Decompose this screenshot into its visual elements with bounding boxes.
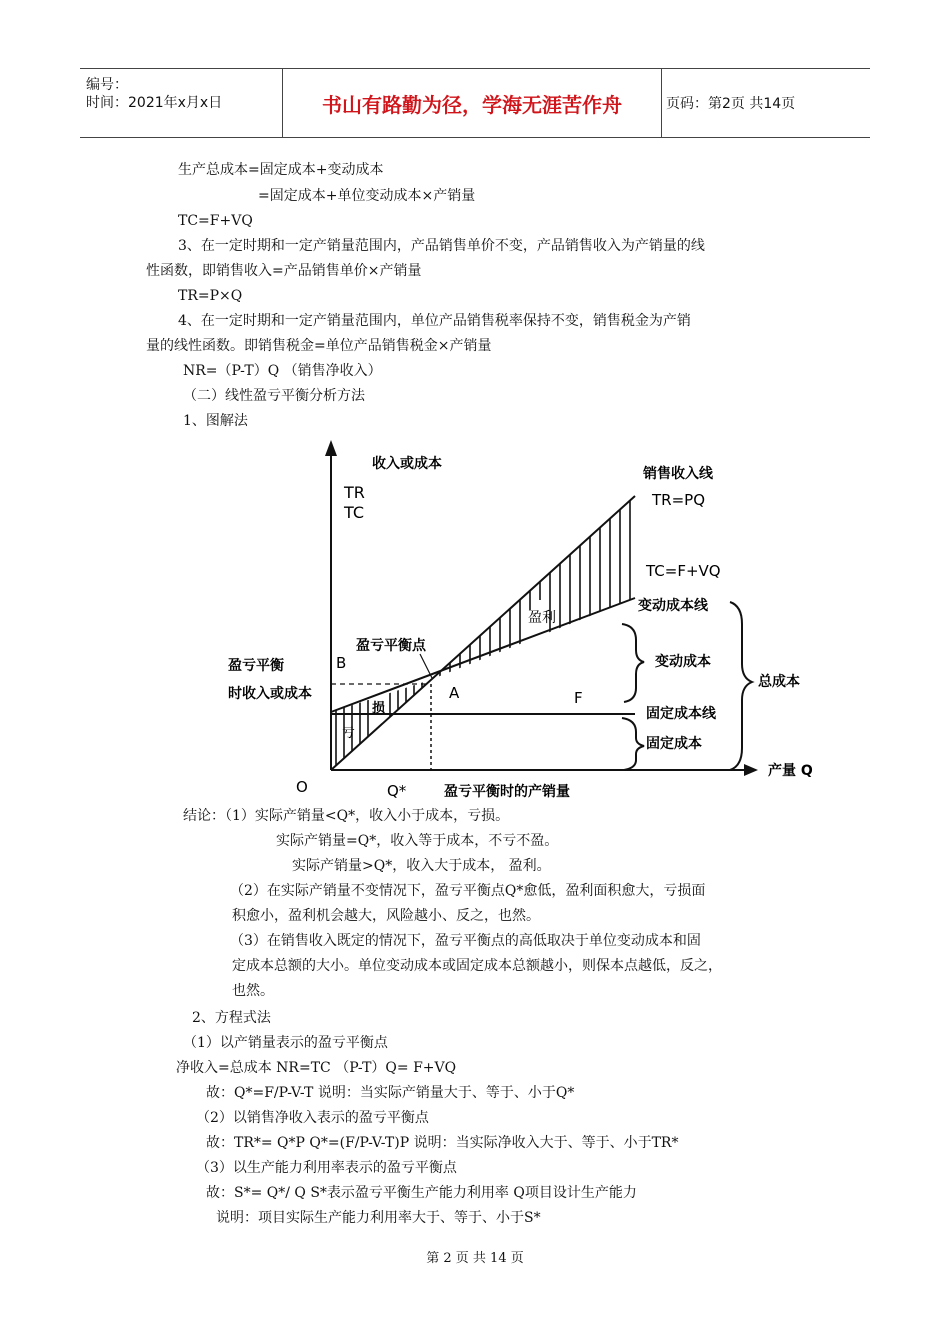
tc-formula: TC=F+VQ	[646, 562, 721, 580]
fixed-cost-label: 固定成本	[646, 736, 702, 752]
conclusion-line: （3）在销售收入既定的情况下，盈亏平衡点的高低取决于单位变动成本和固	[230, 933, 701, 949]
doc-number-label: 编号：	[86, 77, 128, 93]
tr-label: TR	[344, 483, 365, 502]
subsection-heading: 2、方程式法	[192, 1010, 271, 1026]
conclusion-line: 定成本总额的大小。单位变动成本或固定成本总额越小，则保本点越低，反之，	[232, 958, 722, 974]
header-page-info: 页码：第2页 共14页	[666, 96, 796, 112]
text-line: TC=F+VQ	[178, 213, 253, 229]
conclusion-line: （2）在实际产销量不变情况下，盈亏平衡点Q*愈低，盈利面积愈大，亏损面	[230, 883, 706, 899]
total-cost-label: 总成本	[758, 674, 800, 690]
text-line: 生产总成本=固定成本+变动成本	[178, 162, 384, 178]
variable-cost-label: 变动成本	[655, 654, 711, 670]
sales-revenue-line	[331, 496, 635, 770]
page-header	[80, 68, 870, 138]
q-star-label: Q*	[387, 782, 407, 800]
sales-line-label: 销售收入线	[643, 466, 713, 482]
breakeven-qty-label: 盈亏平衡时的产销量	[444, 784, 570, 800]
conclusion-line: 也然。	[232, 983, 274, 999]
equation-line: （3）以生产能力利用率表示的盈亏平衡点	[196, 1160, 457, 1176]
point-f-label: F	[574, 689, 583, 707]
text-line: 4、在一定时期和一定产销量范围内，单位产品销售税率保持不变，销售税金为产销	[178, 313, 691, 329]
fixed-cost-line-label: 固定成本线	[646, 706, 716, 722]
text-line: 性函数，即销售收入=产品销售单价×产销量	[146, 263, 422, 279]
breakeven-pointer	[420, 654, 432, 678]
total-cost-brace	[730, 602, 752, 770]
doc-time-label: 时间：2021年x月x日	[86, 95, 223, 111]
page-footer: 第 2 页 共 14 页	[426, 1251, 524, 1266]
conclusion-line: 实际产销量>Q*，收入大于成本， 盈利。	[292, 858, 551, 874]
equation-line: 故：TR*= Q*P Q*=(F/P-V-T)P 说明：当实际净收入大于、等于、小于TR*	[206, 1135, 679, 1151]
equation-line: 故：S*= Q*/ Q S*表示盈亏平衡生产能力利用率 Q项目设计生产能力	[206, 1185, 637, 1201]
point-a-label: A	[449, 684, 460, 702]
x-axis-label: 产量 Q	[768, 763, 813, 779]
text-line: 3、在一定时期和一定产销量范围内，产品销售单价不变，产品销售收入为产销量的线	[178, 238, 705, 254]
subsection-heading: 1、图解法	[183, 413, 248, 429]
equation-line: （1）以产销量表示的盈亏平衡点	[183, 1035, 388, 1051]
loss-label-1: 亏	[342, 726, 356, 741]
profit-label: 盈利	[528, 610, 556, 626]
text-line: 量的线性函数。即销售税金=单位产品销售税金×产销量	[146, 338, 492, 354]
conclusion-line: 积愈小，盈利机会越大，风险越小、反之，也然。	[232, 908, 540, 924]
section-heading: （二）线性盈亏平衡分析方法	[183, 388, 365, 404]
breakeven-point-label: 盈亏平衡点	[356, 638, 426, 654]
header-left-cell	[80, 69, 280, 137]
breakeven-diagram	[0, 430, 950, 810]
text-line: =固定成本+单位变动成本×产销量	[258, 188, 476, 204]
variable-cost-line-label: 变动成本线	[638, 598, 708, 614]
text-line: TR=P×Q	[178, 288, 243, 304]
equation-line: （2）以销售净收入表示的盈亏平衡点	[196, 1110, 429, 1126]
y-axis-label: 收入或成本	[372, 456, 442, 472]
text-line: NR=（P-T）Q （销售净收入）	[183, 363, 382, 379]
loss-label-2: 损	[372, 701, 386, 716]
x-axis-arrow	[744, 764, 758, 776]
variable-cost-brace	[622, 624, 644, 702]
equation-line: 故：Q*=F/P-V-T 说明：当实际产销量大于、等于、小于Q*	[206, 1085, 575, 1101]
y-axis-arrow	[325, 440, 337, 456]
point-b-label: B	[336, 654, 347, 672]
conclusion-line: 实际产销量=Q*，收入等于成本，不亏不盈。	[276, 833, 559, 849]
conclusion-line: 结论：（1）实际产销量<Q*，收入小于成本，亏损。	[183, 808, 510, 824]
equation-line: 净收入=总成本 NR=TC （P-T）Q= F+VQ	[176, 1060, 457, 1076]
tc-label: TC	[344, 503, 365, 522]
total-cost-line	[331, 598, 635, 712]
fixed-cost-brace	[622, 718, 644, 770]
equation-line: 说明：项目实际生产能力利用率大于、等于、小于S*	[216, 1210, 541, 1226]
origin-label: O	[296, 778, 308, 796]
breakeven-revenue-label-1: 盈亏平衡	[228, 658, 284, 674]
breakeven-revenue-label-2: 时收入或成本	[228, 686, 312, 702]
header-motto: 书山有路勤为径，学海无涯苦作舟	[282, 69, 662, 137]
tr-formula: TR=PQ	[652, 491, 706, 509]
